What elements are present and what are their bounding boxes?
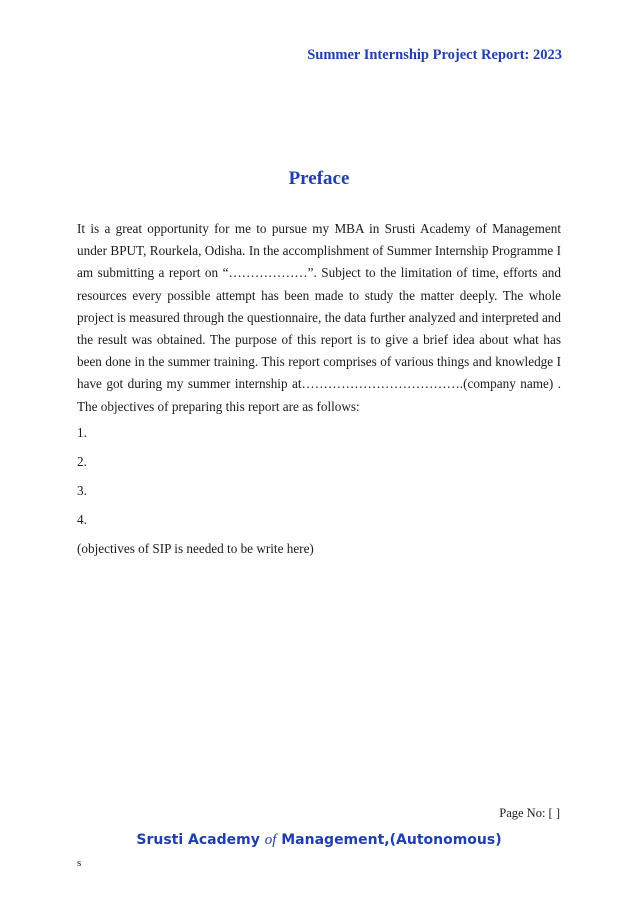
- objectives-note: (objectives of SIP is needed to be write here): [77, 541, 314, 556]
- institution-name-part: Srusti Academy: [136, 832, 265, 848]
- page-number: Page No: [ ]: [499, 806, 560, 820]
- objective-item: 2.: [77, 454, 87, 469]
- institution-name-part: Management,(Autonomous): [276, 832, 502, 848]
- objective-item: 4.: [77, 512, 87, 527]
- institution-of: of: [264, 832, 277, 848]
- objective-item: 3.: [77, 483, 87, 498]
- footer-institution: [0, 832, 638, 849]
- preface-heading: Preface: [288, 168, 350, 189]
- preface-paragraph: It is a great opportunity for me to pursue my MBA in Srusti Academy of Management under BPUT, Rourkela, Odisha. In the accomplishment of Summer Internship Programme I am submitting a report on “………………”. Subject to the limitation of time, efforts and resources every possible attempt has been made to study the matter deeply. The whole project is measured through the questionnaire, the data further analyzed and interpreted and the result was obtained. The purpose of this report is to give a brief idea about what has been done in the summer training. This report comprises of various things and knowledge I have got during my summer internship at……………………………….(company name) . The objectives of preparing this report are as follows:: [77, 221, 561, 414]
- report-header-title: Summer Internship Project Report: 2023: [307, 47, 562, 63]
- objectives-list: [77, 424, 87, 540]
- stray-character: s: [77, 857, 82, 869]
- objective-item: 1.: [77, 425, 87, 440]
